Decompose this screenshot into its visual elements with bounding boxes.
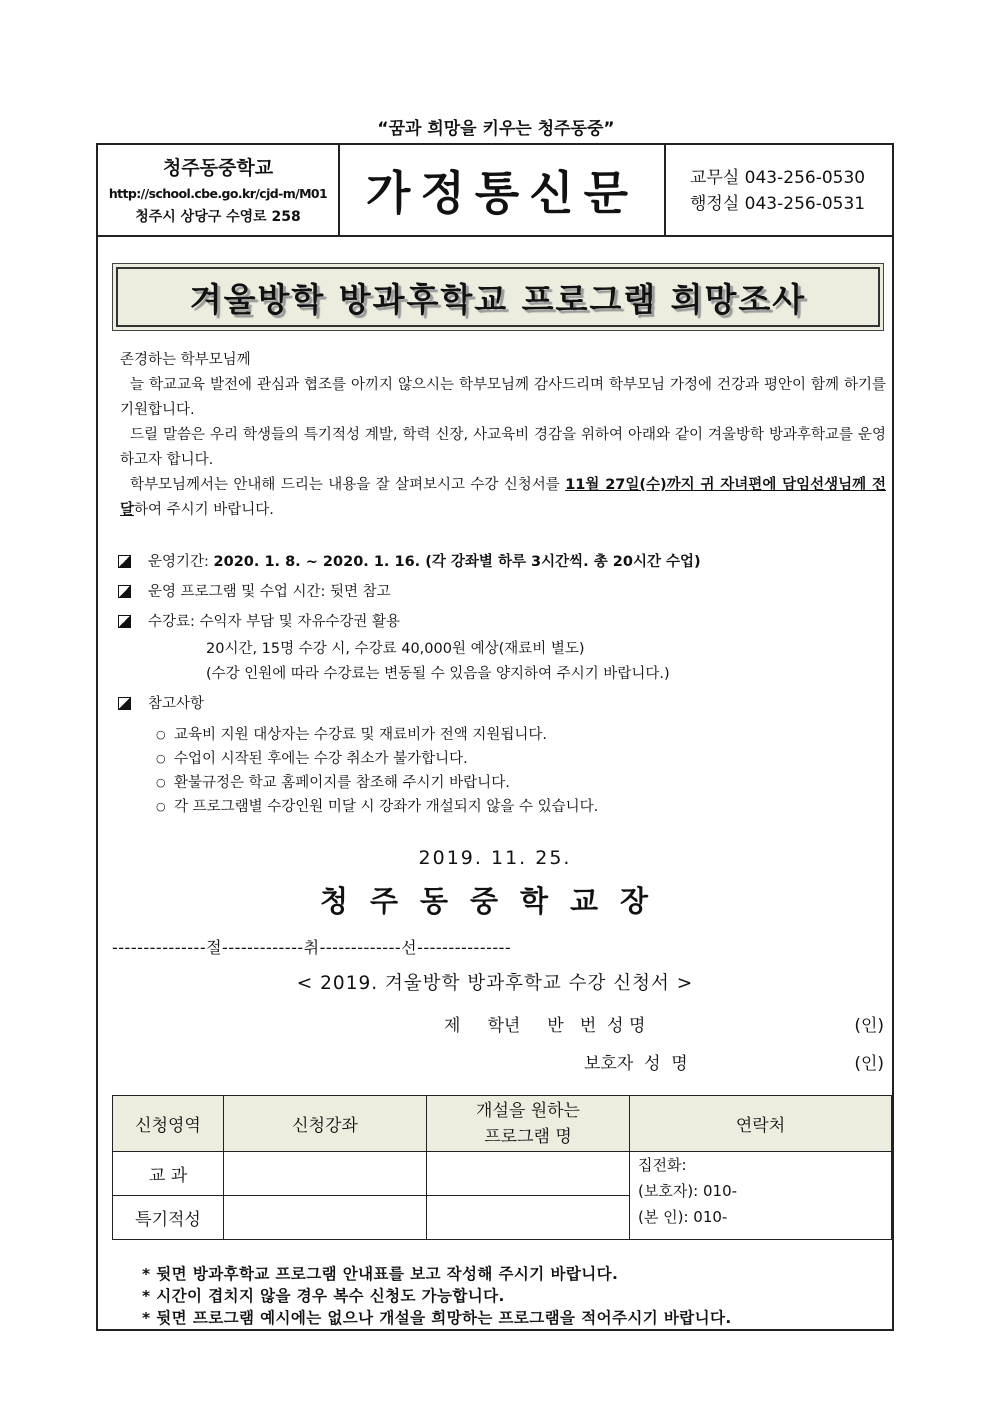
deadline-emphasis: 11월 27일(수)까지 귀 자녀편에 담임선생님께 전달 (120, 477, 886, 518)
paragraph-3 (120, 473, 886, 523)
home-phone-label: 집전화: (638, 1156, 687, 1174)
note-text: 환불규정은 학교 홈페이지를 참조해 주시기 바랍니다. (174, 775, 510, 791)
para3-after: 하여 주시기 바랍니다. (134, 502, 274, 518)
student-phone-label: (본 인): 010- (638, 1208, 728, 1226)
circle-bullet-icon: ○ (156, 800, 166, 813)
cut-line: ---------------절-------------취-------------선--------------- (112, 938, 512, 957)
school-info (98, 145, 340, 235)
header (98, 145, 892, 237)
paragraph-1: 늘 학교교육 발전에 관심과 협조를 아끼지 않으시는 학부모님께 감사드리며 학부모님 가정에 건강과 평안이 함께 하기를 기원합니다. (120, 377, 886, 418)
footnotes (142, 1263, 892, 1329)
checkbox-icon (118, 697, 131, 710)
admin-phone: 행정실 043-256-0531 (690, 194, 866, 214)
checkbox-icon (118, 585, 131, 598)
circle-bullet-icon: ○ (156, 752, 166, 765)
document-frame (96, 143, 894, 1331)
contact-cell[interactable] (630, 1152, 892, 1240)
issue-date: 2019. 11. 25. (418, 847, 572, 869)
school-name: 청주동중학교 (162, 157, 274, 179)
table-header-row (113, 1096, 892, 1152)
note-line (118, 747, 878, 771)
contact-phones (666, 145, 892, 235)
newsletter-title: 가정통신문 (340, 145, 666, 235)
period-item (118, 551, 878, 581)
note-line (118, 771, 878, 795)
letter-body (120, 348, 886, 523)
info-items (118, 551, 878, 819)
col-area: 신청영역 (113, 1096, 224, 1152)
school-url[interactable]: http://school.cbe.go.kr/cjd-m/M01 (108, 186, 328, 201)
col-course: 신청강좌 (224, 1096, 427, 1152)
office-phone: 교무실 043-256-0530 (690, 168, 866, 188)
document-title: 겨울방학 방과후학교 프로그램 희망조사 (116, 267, 880, 327)
col-program-line2: 프로그램 명 (484, 1126, 572, 1147)
period-value: 2020. 1. 8. ~ 2020. 1. 16. (각 강좌별 하루 3시간씩. 총 20시간 수업) (213, 554, 701, 570)
paragraph-2: 드릴 말씀은 우리 학생들의 특기적성 계발, 학력 신장, 사교육비 경감을 위하여 아래와 같이 겨울방학 방과후학교를 운영하고자 합니다. (120, 427, 886, 468)
footnote: * 시간이 겹치지 않을 경우 복수 신청도 가능합니다. (142, 1287, 505, 1305)
school-address: 청주시 상당구 수영로 258 (135, 209, 301, 225)
fee-item (118, 611, 878, 637)
form-title: < 2019. 겨울방학 방과후학교 수강 신청서 > (296, 973, 694, 994)
period-label: 운영기간: (148, 554, 214, 570)
col-program-line1: 개설을 원하는 (476, 1100, 580, 1121)
checkbox-icon (118, 615, 131, 628)
col-contact: 연락처 (630, 1096, 892, 1152)
circle-bullet-icon: ○ (156, 728, 166, 741)
guardian-phone-label: (보호자): 010- (638, 1182, 738, 1200)
notes-item (118, 693, 878, 723)
seal-mark: (인) (854, 1054, 884, 1074)
course-cell[interactable] (224, 1152, 427, 1196)
title-box (112, 263, 884, 331)
notes-label: 참고사항 (148, 696, 205, 712)
footnote: * 뒷면 방과후학교 프로그램 안내표를 보고 작성해 주시기 바랍니다. (142, 1265, 619, 1283)
program-cell[interactable] (427, 1152, 630, 1196)
application-table (112, 1095, 892, 1240)
fee-text: 수강료: 수익자 부담 및 자유수강권 활용 (148, 614, 401, 630)
note-text: 교육비 지원 대상자는 수강료 및 재료비가 전액 지원됩니다. (174, 727, 548, 743)
row-special: 특기적성 (113, 1196, 224, 1240)
circle-bullet-icon: ○ (156, 776, 166, 789)
footnote: * 뒷면 프로그램 예시에는 없으나 개설을 희망하는 프로그램을 적어주시기 바랍니다. (142, 1309, 732, 1327)
checkbox-icon (118, 555, 131, 568)
slogan: “꿈과 희망을 키우는 청주동중” (377, 119, 615, 139)
row-subject: 교 과 (113, 1152, 224, 1196)
fee-detail-1: 20시간, 15명 수강 시, 수강료 40,000원 예상(재료비 별도) (206, 641, 585, 657)
note-text: 각 프로그램별 수강인원 미달 시 강좌가 개설되지 않을 수 있습니다. (174, 799, 599, 815)
seal-mark: (인) (854, 1016, 884, 1036)
principal-signature: 청주동중학교장 (319, 884, 671, 918)
para3-before: 학부모님께서는 안내해 드리는 내용을 잘 살펴보시고 수강 신청서를 (130, 477, 566, 493)
course-cell[interactable] (224, 1196, 427, 1240)
note-line (118, 795, 878, 819)
note-text: 수업이 시작된 후에는 수강 취소가 불가합니다. (174, 751, 468, 767)
program-text: 운영 프로그램 및 수업 시간: 뒷면 참고 (148, 584, 391, 600)
fee-detail-2: (수강 인원에 따라 수강료는 변동될 수 있음을 양지하여 주시기 바랍니다.) (206, 666, 670, 682)
greeting: 존경하는 학부모님께 (120, 352, 251, 368)
guardian-line-label: 보호자 성 명 (584, 1054, 688, 1074)
program-item (118, 581, 878, 611)
col-program (427, 1096, 630, 1152)
note-line (118, 723, 878, 747)
table-row (113, 1152, 892, 1196)
student-line-label: 제 학년 반 번 성 명 (444, 1016, 646, 1036)
program-cell[interactable] (427, 1196, 630, 1240)
